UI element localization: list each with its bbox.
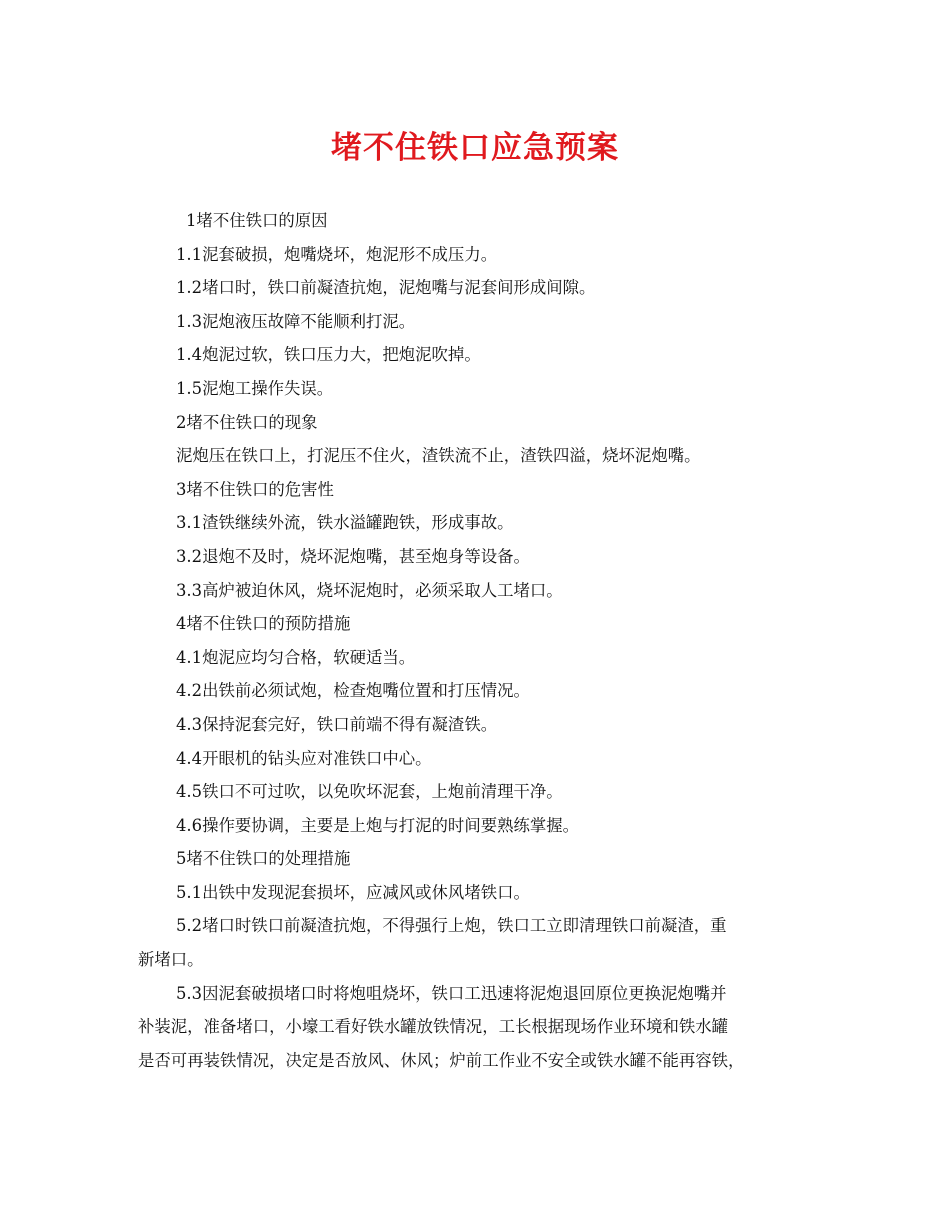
body-line: 4.3保持泥套完好，铁口前端不得有凝渣铁。 bbox=[176, 714, 498, 734]
body-line: 1.1泥套破损，炮嘴烧坏，炮泥形不成压力。 bbox=[176, 244, 498, 264]
section-heading-2: 2堵不住铁口的现象 bbox=[176, 412, 318, 432]
body-line: 4.6操作要协调，主要是上炮与打泥的时间要熟练掌握。 bbox=[176, 815, 580, 835]
body-line: 泥炮压在铁口上，打泥压不住火，渣铁流不止，渣铁四溢，烧坏泥炮嘴。 bbox=[176, 446, 701, 466]
body-line: 1.2堵口时，铁口前凝渣抗炮，泥炮嘴与泥套间形成间隙。 bbox=[176, 278, 596, 298]
body-line: 4.5铁口不可过吹，以免吹坏泥套，上炮前清理干净。 bbox=[176, 782, 563, 802]
body-line: 4.1炮泥应均匀合格，软硬适当。 bbox=[176, 647, 416, 667]
body-line: 1.5泥炮工操作失误。 bbox=[176, 378, 334, 398]
section-heading-4: 4堵不住铁口的预防措施 bbox=[176, 614, 351, 634]
paragraph-5-3-line-3: 是否可再装铁情况，决定是否放风、休风；炉前工作业不安全或铁水罐不能再容铁， bbox=[138, 1050, 745, 1070]
body-line: 5.1出铁中发现泥套损坏，应减风或休风堵铁口。 bbox=[176, 882, 530, 902]
body-line: 1.4炮泥过软，铁口压力大，把炮泥吹掉。 bbox=[176, 345, 481, 365]
body-line: 4.2出铁前必须试炮，检查炮嘴位置和打压情况。 bbox=[176, 681, 530, 701]
body-line: 3.2退炮不及时，烧坏泥炮嘴，甚至炮身等设备。 bbox=[176, 546, 530, 566]
section-heading-5: 5堵不住铁口的处理措施 bbox=[176, 849, 351, 869]
body-line: 4.4开眼机的钻头应对准铁口中心。 bbox=[176, 748, 432, 768]
document-body bbox=[138, 204, 812, 1077]
paragraph-5-3-line-1: 5.3因泥套破损堵口时将炮咀烧坏，铁口工迅速将泥炮退回原位更换泥炮嘴并 bbox=[176, 983, 727, 1003]
paragraph-5-2-line-1: 5.2堵口时铁口前凝渣抗炮，不得强行上炮，铁口工立即清理铁口前凝渣，重 bbox=[176, 916, 727, 936]
body-line: 1.3泥炮液压故障不能顺利打泥。 bbox=[176, 311, 416, 331]
document-title: 堵不住铁口应急预案 bbox=[331, 130, 619, 166]
body-line: 3.3高炉被迫休风，烧坏泥炮时，必须采取人工堵口。 bbox=[176, 580, 563, 600]
paragraph-5-2-line-2: 新堵口。 bbox=[138, 950, 204, 970]
section-heading-1: 1堵不住铁口的原因 bbox=[186, 211, 328, 230]
body-line: 3.1渣铁继续外流，铁水溢罐跑铁，形成事故。 bbox=[176, 513, 514, 533]
paragraph-5-3-line-2: 补装泥，准备堵口，小壕工看好铁水罐放铁情况，工长根据现场作业环境和铁水罐 bbox=[138, 1017, 729, 1037]
section-heading-3: 3堵不住铁口的危害性 bbox=[176, 479, 334, 499]
